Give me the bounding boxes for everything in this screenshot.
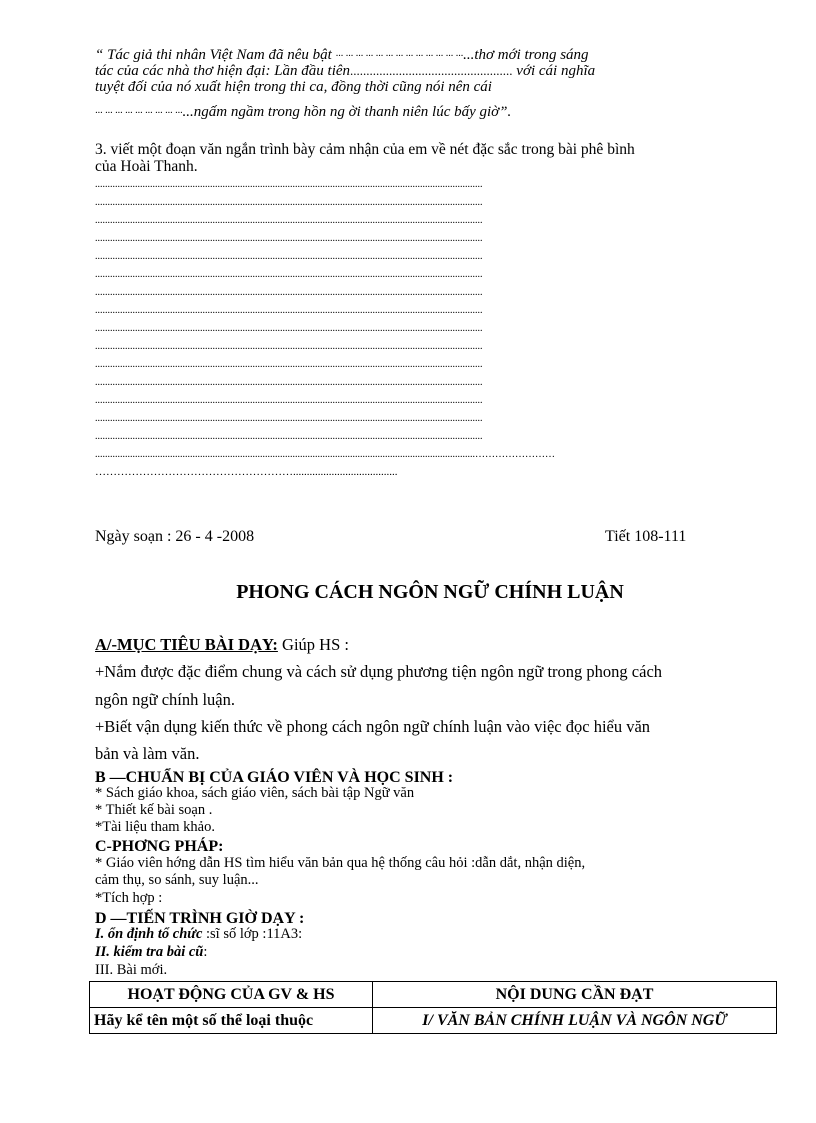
section-a-rest: Giúp HS : — [277, 635, 349, 654]
answer-line[interactable]: ........................................................................................................................................................... — [95, 179, 483, 190]
section-b-item: *Tài liệu tham khảo. — [95, 819, 215, 835]
section-c-heading: C-PHƠNG PHÁP: — [95, 838, 224, 855]
answer-line[interactable]: ........................................................................................................................................................... — [95, 269, 483, 280]
table-header-content: NỘI DUNG CẦN ĐẠT — [373, 982, 777, 1008]
lesson-number: Tiết 108-111 — [605, 528, 687, 545]
lesson-table — [89, 981, 777, 1034]
section-d-item-i — [95, 926, 302, 943]
quote-text: ...thơ mới trong sáng — [463, 47, 589, 63]
quote-line-3: tuyệt đối của nó xuất hiện trong thi ca, đồng thời cũng nói nên cái — [95, 79, 492, 95]
table-cell-activity: Hãy kể tên một số thể loại thuộc — [90, 1008, 373, 1034]
answer-line[interactable]: ........................................................................................................................................................... — [95, 413, 483, 424]
blank-dots: ··· ··· ··· ··· ··· ··· ··· ··· ··· — [95, 108, 183, 119]
table-header-activities: HOẠT ĐỘNG CỦA GV & HS — [90, 982, 373, 1008]
section-d-heading: D —TIẾN TRÌNH GIỜ DẠY : — [95, 910, 305, 927]
section-c-line: * Giáo viên hớng dẫn HS tìm hiểu văn bản qua hệ thống câu hỏi :dẫn dắt, nhận diện, — [95, 855, 586, 871]
answer-line[interactable]: ........................................................................................................................................................... — [95, 341, 483, 352]
lesson-date: Ngày soạn : 26 - 4 -2008 — [95, 528, 255, 545]
quote-text: ...ngấm ngầm trong hồn ng ời thanh niên lúc bấy giờ”. — [182, 104, 512, 120]
section-a-p1: +Nắm được đặc điểm chung và cách sử dụng phương tiện ngôn ngữ trong phong cách — [95, 662, 663, 681]
quote-line-2 — [95, 63, 595, 79]
answer-line[interactable]: ........................................................................................................................................................... — [95, 431, 483, 442]
table-header-row — [90, 982, 777, 1008]
section-b-item: * Sách giáo khoa, sách giáo viên, sách bài tập Ngữ văn — [95, 785, 415, 801]
answer-line[interactable]: ........................................................................................................................................................... — [95, 395, 483, 406]
answer-line[interactable]: ........................................................................................................................................................... — [95, 215, 483, 226]
answer-line[interactable]: ........................................................................................................................................................... — [95, 323, 483, 334]
question-3-line-1: 3. viết một đoạn văn ngắn trình bày cảm nhận của em về nét đặc sắc trong bài phê bình — [95, 141, 635, 158]
quote-text: “ Tác giả thi nhân Việt Nam đã nêu bật — [95, 47, 336, 63]
section-c-line: cảm thụ, so sánh, suy luận... — [95, 872, 259, 888]
answer-line[interactable]: ........................................................................................................................................................... — [95, 305, 483, 316]
section-d-item-ii — [95, 944, 207, 961]
quote-line-4 — [95, 104, 511, 122]
section-a-label: A/-MỤC TIÊU BÀI DẠY: — [95, 635, 278, 654]
answer-line[interactable]: ........................................................................................................................................................... — [95, 251, 483, 262]
table-cell-content: I/ VĂN BẢN CHÍNH LUẬN VÀ NGÔN NGỮ — [373, 1008, 777, 1034]
section-a-p2-cont: bản và làm văn. — [95, 744, 200, 763]
section-c-line: *Tích hợp : — [95, 890, 163, 906]
answer-line[interactable]: ........................................................................................................................................................... — [95, 287, 483, 298]
section-b-heading: B —CHUẨN BỊ CỦA GIÁO VIÊN VÀ HỌC SINH : — [95, 769, 454, 786]
quote-text: với cái nghĩa — [512, 63, 596, 79]
table-row — [90, 1008, 777, 1034]
section-d-i-rest: :sĩ số lớp :11A3: — [202, 926, 303, 942]
quote-text: tác của các nhà thơ hiện đại: Lần đầu tiên — [95, 63, 351, 79]
page-title: PHONG CÁCH NGÔN NGỮ CHÍNH LUẬN — [236, 581, 624, 603]
answer-line[interactable]: ………………………………………………...................................... — [95, 466, 398, 478]
section-d-item-iii: III. Bài mới. — [95, 962, 168, 978]
section-a-heading — [95, 635, 349, 655]
answer-line[interactable]: ........................................................................................................................................................... — [95, 197, 483, 208]
question-3-line-2: của Hoài Thanh. — [95, 158, 198, 175]
section-a-p1-cont: ngôn ngữ chính luận. — [95, 690, 236, 709]
answer-line[interactable]: ........................................................................................................................................................... — [95, 359, 483, 370]
answer-line[interactable]: ........................................................................................................................................................... — [95, 377, 483, 388]
section-d-ii-rest: : — [203, 944, 208, 960]
section-d-i-label: I. ổn định tổ chức — [95, 926, 203, 942]
answer-line[interactable]: ........................................................................................................................................................... — [95, 233, 483, 244]
blank-dots: .................................................. — [350, 63, 513, 78]
blank-dots: ··· ··· ··· ··· ··· ··· ··· ··· ··· ··· ··· ··· ··· — [335, 51, 464, 62]
answer-line[interactable]: ........................................................................................................................................................…………………… — [95, 449, 555, 460]
section-a-p2: +Biết vận dụng kiến thức về phong cách ngôn ngữ chính luận vào việc đọc hiểu văn — [95, 717, 651, 736]
section-d-ii-label: II. kiểm tra bài cũ — [95, 944, 204, 960]
section-b-item: * Thiết kế bài soạn . — [95, 802, 213, 818]
